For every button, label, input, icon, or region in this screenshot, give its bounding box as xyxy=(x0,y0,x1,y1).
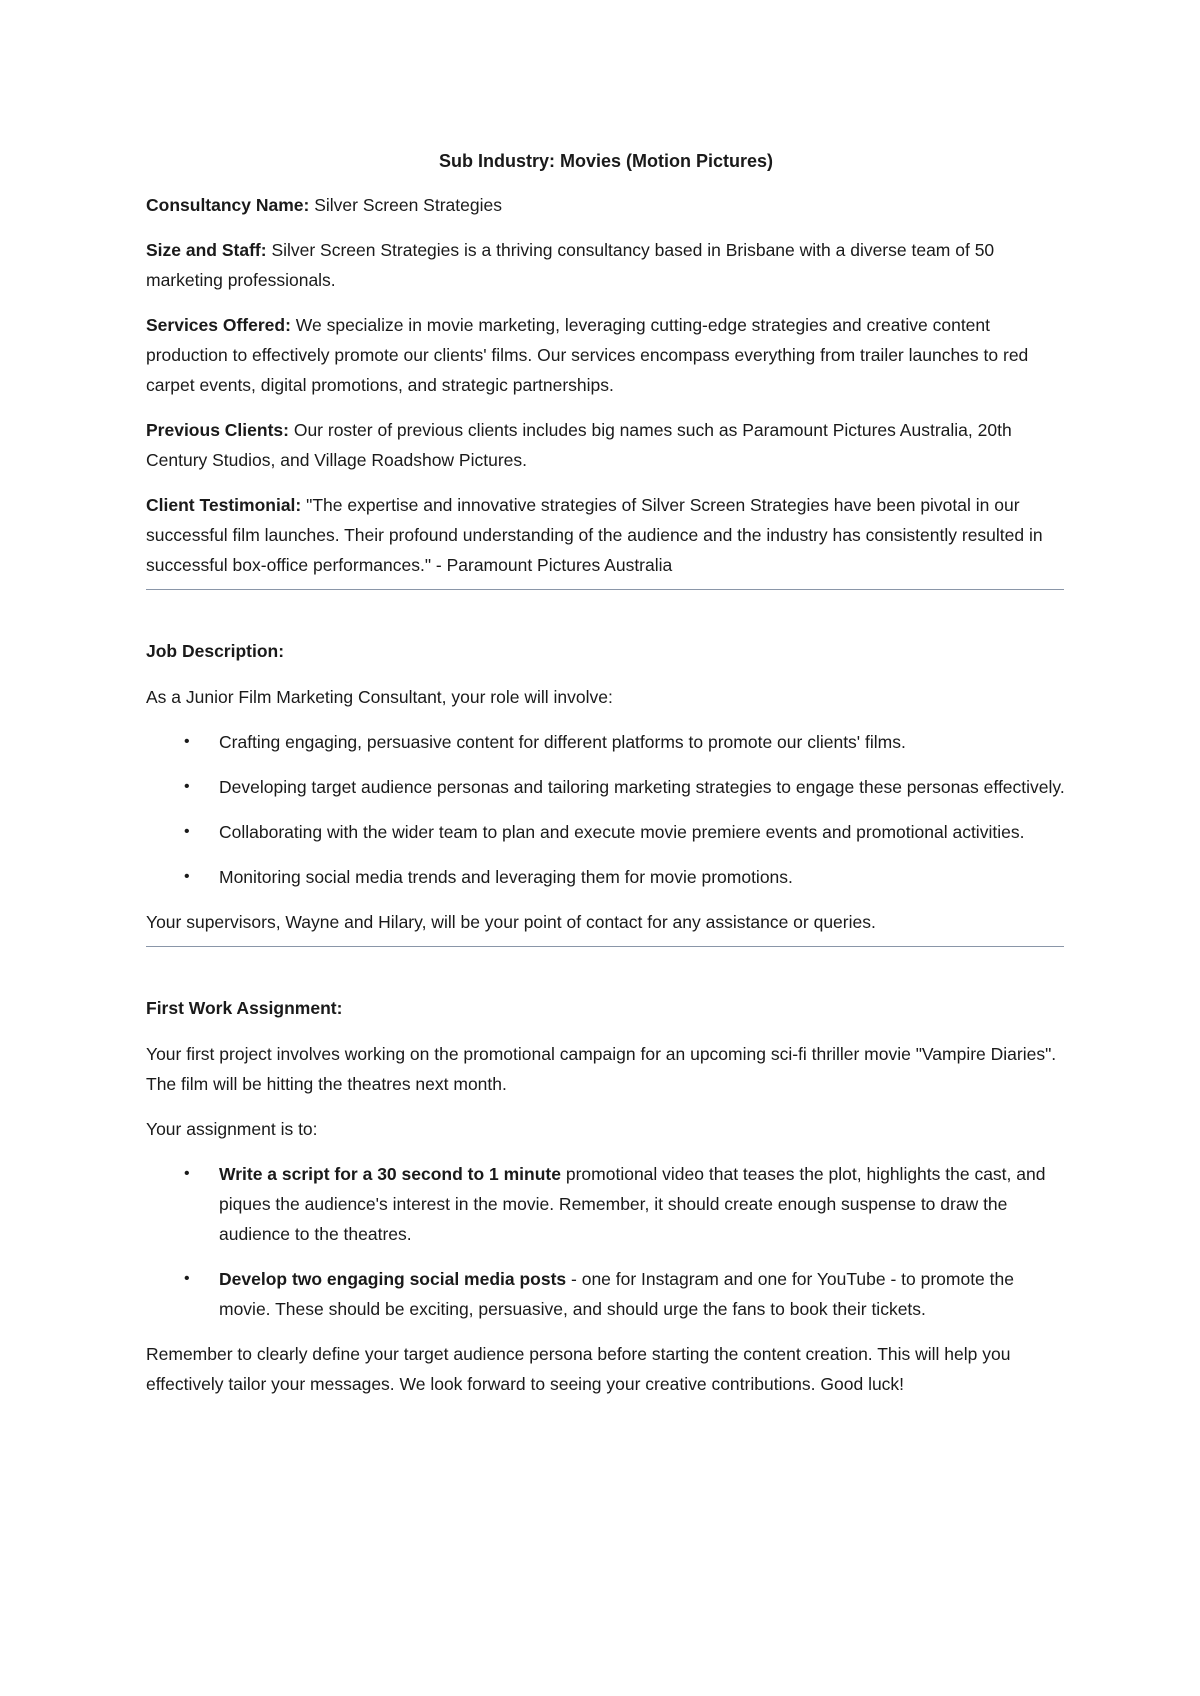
job-duties-list xyxy=(146,727,1066,892)
section-divider xyxy=(146,589,1064,590)
list-item xyxy=(146,817,1066,847)
list-item xyxy=(146,1159,1066,1249)
list-item-text: Crafting engaging, persuasive content for different platforms to promote our clients' films. xyxy=(219,732,906,752)
assignment-tasks-list xyxy=(146,1159,1066,1324)
closing-paragraph: Remember to clearly define your target audience persona before starting the content creation. This will help you effectively tailor your messages. We look forward to seeing your creative contributions. Good luck! xyxy=(146,1344,1011,1394)
job-intro: As a Junior Film Marketing Consultant, your role will involve: xyxy=(146,687,613,707)
consultancy-name-label: Consultancy Name: xyxy=(146,195,310,215)
assignment-intro: Your first project involves working on the promotional campaign for an upcoming sci-fi thriller movie "Vampire Diaries". The film will be hitting the theatres next month. xyxy=(146,1044,1057,1094)
clients-value: Our roster of previous clients includes big names such as Paramount Pictures Australia, 20th Century Studios, and Village Roadshow Pictures. xyxy=(146,420,1012,470)
bullet-icon: • xyxy=(184,1270,190,1287)
bullet-icon: • xyxy=(184,778,190,795)
list-item xyxy=(146,727,1066,757)
task-bold-text: Develop two engaging social media posts xyxy=(219,1269,567,1289)
clients-label: Previous Clients: xyxy=(146,420,289,440)
first-assignment-heading: First Work Assignment: xyxy=(146,998,343,1018)
list-item-text: Monitoring social media trends and leveraging them for movie promotions. xyxy=(219,867,793,887)
list-item xyxy=(146,772,1066,802)
list-item-text: Developing target audience personas and tailoring marketing strategies to engage these personas effectively. xyxy=(219,777,1065,797)
bullet-icon: • xyxy=(184,823,190,840)
size-staff-value: Silver Screen Strategies is a thriving consultancy based in Brisbane with a diverse team of 50 marketing professionals. xyxy=(146,240,995,290)
testimonial-label: Client Testimonial: xyxy=(146,495,302,515)
services-label: Services Offered: xyxy=(146,315,291,335)
task-text: - one for Instagram and one for YouTube - to promote the movie. These should be exciting, persuasive, and should urge the fans to book their tickets. xyxy=(219,1269,1014,1319)
clients-paragraph xyxy=(146,415,1066,475)
list-item-text: Collaborating with the wider team to plan and execute movie premiere events and promotional activities. xyxy=(219,822,1025,842)
size-staff-label: Size and Staff: xyxy=(146,240,267,260)
job-description-heading: Job Description: xyxy=(146,641,285,661)
task-text: promotional video that teases the plot, highlights the cast, and piques the audience's interest in the movie. Remember, it should create enough suspense to draw the audience to the theatres. xyxy=(219,1164,1046,1244)
services-paragraph xyxy=(146,310,1066,400)
list-item xyxy=(146,862,1066,892)
assignment-lead: Your assignment is to: xyxy=(146,1119,318,1139)
services-value: We specialize in movie marketing, leveraging cutting-edge strategies and creative content production to effectively promote our clients' films. Our services encompass everything from trailer launches to red carpet events, digital promotions, and strategic partnerships. xyxy=(146,315,1029,395)
bullet-icon: • xyxy=(184,1165,190,1182)
bullet-icon: • xyxy=(184,733,190,750)
document-title: Sub Industry: Movies (Motion Pictures) xyxy=(438,151,774,171)
size-staff-paragraph xyxy=(146,235,1066,295)
task-bold-text: Write a script for a 30 second to 1 minute xyxy=(219,1164,561,1184)
consultancy-name-value: Silver Screen Strategies xyxy=(309,195,502,215)
list-item xyxy=(146,1264,1066,1324)
section-divider xyxy=(146,946,1064,947)
testimonial-value: "The expertise and innovative strategies of Silver Screen Strategies have been pivotal in our successful film launches. Their profound understanding of the audience and the industry has consistently resulted in successful box-office performances." - Paramount Pictures Australia xyxy=(146,495,1043,575)
testimonial-paragraph xyxy=(146,490,1066,580)
document-page xyxy=(146,146,1066,1414)
bullet-icon: • xyxy=(184,868,190,885)
job-outro: Your supervisors, Wayne and Hilary, will be your point of contact for any assistance or queries. xyxy=(146,912,876,932)
consultancy-name-paragraph xyxy=(146,190,1066,220)
